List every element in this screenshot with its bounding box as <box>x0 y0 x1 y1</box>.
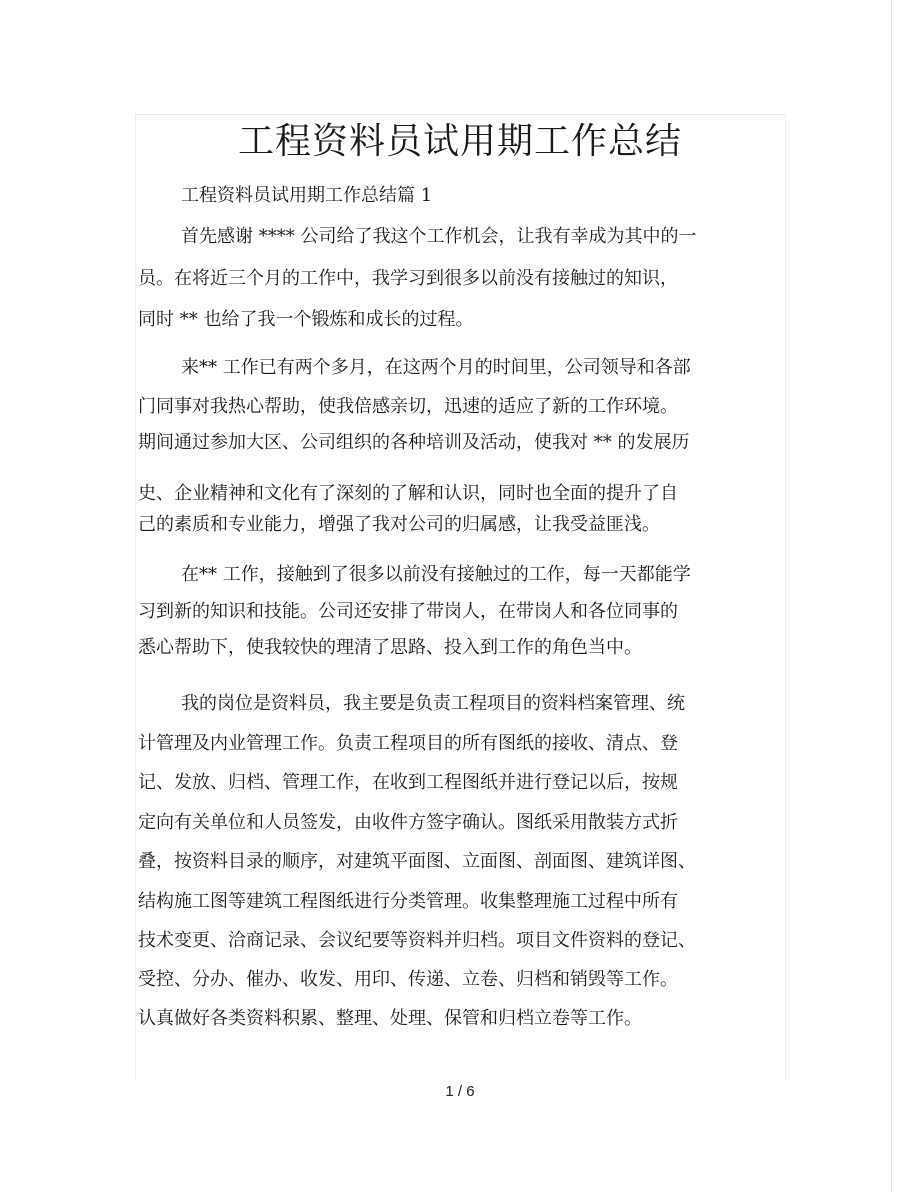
paragraph-line: 在** 工作，接触到了很多以前没有接触过的工作，每一天都能学 <box>181 564 691 585</box>
paragraph-line: 认真做好各类资料积累、整理、处理、保管和归档立卷等工作。 <box>138 1008 642 1029</box>
paragraph-line: 来** 工作已有两个多月，在这两个月的时间里，公司领导和各部 <box>181 357 691 378</box>
paragraph-line: 技术变更、洽商记录、会议纪要等资料并归档。项目文件资料的登记、 <box>138 930 696 951</box>
paragraph-line: 己的素质和专业能力，增强了我对公司的归属感，让我受益匪浅。 <box>138 514 660 535</box>
document-title: 工程资料员试用期工作总结 <box>237 121 682 162</box>
paragraph-line: 员。在将近三个月的工作中，我学习到很多以前没有接触过的知识， <box>138 268 678 289</box>
paragraph-line: 习到新的知识和技能。公司还安排了带岗人，在带岗人和各位同事的 <box>138 601 678 622</box>
paragraph-line: 期间通过参加大区、公司组织的各种培训及活动，使我对 ** 的发展历 <box>138 432 690 453</box>
paragraph-line: 计管理及内业管理工作。负责工程项目的所有图纸的接收、清点、登 <box>138 733 678 754</box>
paragraph-line: 门同事对我热心帮助，使我倍感亲切，迅速的适应了新的工作环境。 <box>138 396 678 417</box>
paragraph-line: 受控、分办、催办、收发、用印、传递、立卷、归档和销毁等工作。 <box>138 969 678 990</box>
paragraph-line: 史、企业精神和文化有了深刻的了解和认识，同时也全面的提升了自 <box>138 483 678 504</box>
section-heading: 工程资料员试用期工作总结篇 1 <box>181 185 433 206</box>
paragraph-line: 结构施工图等建筑工程图纸进行分类管理。收集整理施工过程中所有 <box>138 891 678 912</box>
paragraph-line: 叠，按资料目录的顺序，对建筑平面图、立面图、剖面图、建筑详图、 <box>138 851 696 872</box>
page-edge-divider <box>891 0 892 1192</box>
paragraph-line: 定向有关单位和人员签发，由收件方签字确认。图纸采用散装方式折 <box>138 812 678 833</box>
paragraph-line: 首先感谢 **** 公司给了我这个工作机会，让我有幸成为其中的一 <box>181 226 697 247</box>
paragraph-line: 记、发放、归档、管理工作，在收到工程图纸并进行登记以后，按规 <box>138 772 678 793</box>
page-number: 1 / 6 <box>445 1083 475 1100</box>
paragraph-line: 悉心帮助下，使我较快的理清了思路、投入到工作的角色当中。 <box>138 637 642 658</box>
paragraph-line: 我的岗位是资料员，我主要是负责工程项目的资料档案管理、统 <box>181 693 685 714</box>
paragraph-line: 同时 ** 也给了我一个锻炼和成长的过程。 <box>138 309 474 330</box>
